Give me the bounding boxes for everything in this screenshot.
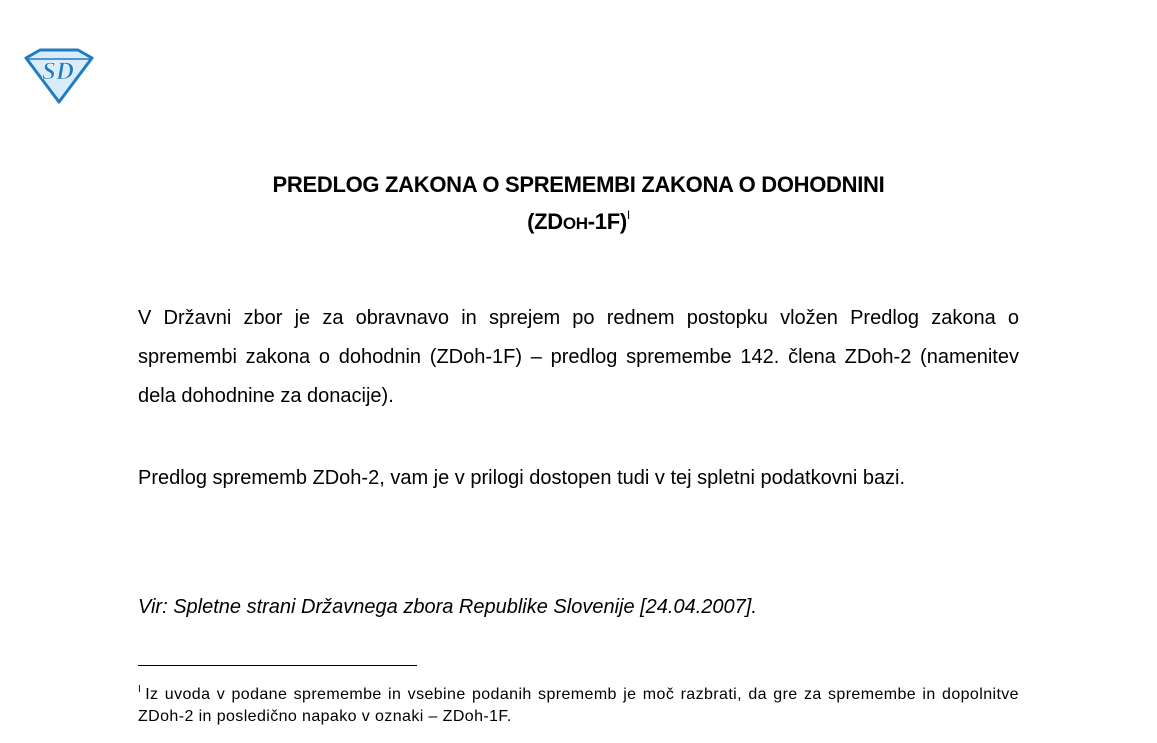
footnote bbox=[138, 679, 1019, 728]
footnote-mark: I bbox=[138, 684, 142, 695]
source-citation: Vir: Spletne strani Državnega zbora Republike Slovenije [24.04.2007]. bbox=[138, 596, 757, 618]
title-code-smallcaps: OH bbox=[562, 214, 588, 233]
footnote-separator bbox=[138, 665, 417, 666]
document-title bbox=[138, 170, 1019, 239]
footnote-text: Iz uvoda v podane spremembe in vsebine podanih sprememb je moč razbrati, da gre za spremembe in dopolnitve ZDoh-2 in posledično napako v oznaki – ZDoh-1F. bbox=[138, 686, 1019, 725]
title-code-open: (ZD bbox=[527, 209, 563, 234]
title-line-1: PREDLOG ZAKONA O SPREMEMBI ZAKONA O DOHODNINI bbox=[272, 172, 885, 197]
logo-lettering: SD bbox=[42, 58, 74, 85]
paragraph-2: Predlog sprememb ZDoh-2, vam je v prilogi dostopen tudi v tej spletni podatkovni bazi. bbox=[138, 467, 906, 489]
title-line-2 bbox=[138, 200, 1019, 239]
sd-logo bbox=[22, 46, 96, 104]
title-footnote-mark: I bbox=[626, 208, 630, 222]
paragraph-1: V Državni zbor je za obravnavo in sprejem po rednem postopku vložen Predlog zakona o spremembi zakona o dohodnin (ZDoh-1F) – predlog spremembe 142. člena ZDoh-2 (namenitev dela dohodnine za donacije). bbox=[138, 307, 1019, 407]
title-code-close: -1F) bbox=[587, 209, 627, 234]
